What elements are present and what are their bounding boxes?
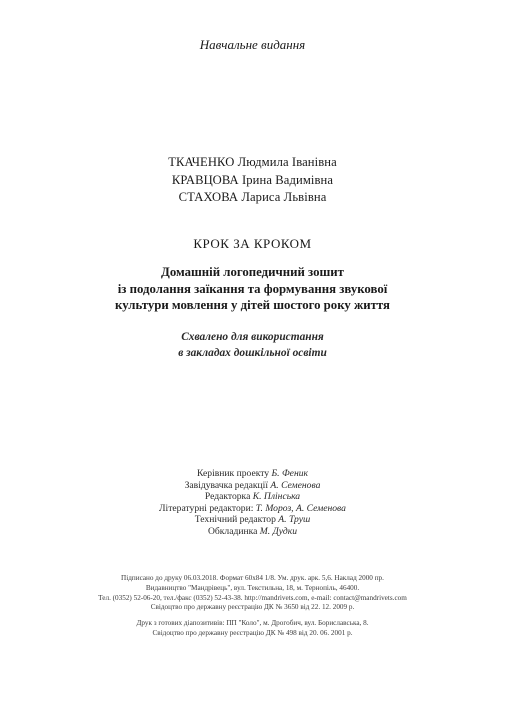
approval-note: [0, 330, 505, 361]
credit-line: [0, 468, 505, 480]
subtitle-line: із подолання заїкання та формування звукової: [117, 281, 388, 296]
imprint-line: Свідоцтво про державну реєстрацію ДК № 498 від 20. 06. 2001 р.: [152, 628, 353, 637]
approval-line: в закладах дошкільної освіти: [178, 346, 327, 359]
credit-line: [0, 503, 505, 515]
credit-name: К. Плінська: [252, 491, 301, 502]
credit-line: [0, 514, 505, 526]
imprint-line: Підписано до друку 06.03.2018. Формат 60х84 1/8. Ум. друк. арк. 5,6. Наклад 2000 пр.: [121, 574, 384, 582]
credit-line: [0, 491, 505, 503]
credit-name: Т. Мороз, А. Семенова: [255, 502, 346, 514]
imprint-info: [0, 574, 505, 639]
credit-role: Редакторка: [204, 491, 251, 502]
book-title-text: КРОК ЗА КРОКОМ: [193, 236, 312, 251]
book-title: [0, 236, 505, 252]
approval-line: Схвалено для використання: [181, 331, 324, 343]
author-line: КРАВЦОВА Ірина Вадимівна: [171, 172, 334, 187]
credits-list: [0, 468, 505, 537]
credit-name: М. Дудки: [259, 525, 298, 537]
credit-role: Літературні редактори:: [159, 502, 254, 514]
edition-text: Навчальне видання: [199, 37, 306, 52]
imprint-line: Тел. (0352) 52-06-20, тел./факс (0352) 52-43-38. http://mandrivets.com, e-mail: contact@mandrivets.com: [98, 593, 407, 602]
subtitle-line: культури мовлення у дітей шостого року життя: [115, 298, 390, 312]
credit-role: Керівник проекту: [196, 468, 270, 479]
imprint-line: Друк з готових діапозитивів: ПП "Коло", м. Дрогобич, вул. Бориславська, 8.: [136, 619, 369, 628]
book-subtitle: [0, 264, 505, 314]
credit-line: [0, 480, 505, 492]
credit-role: Технічний редактор: [194, 514, 276, 525]
credit-role: Завідувачка редакції: [184, 479, 268, 491]
author-line: ТКАЧЕНКО Людмила Іванівна: [168, 155, 337, 169]
author-line: СТАХОВА Лариса Львівна: [178, 190, 327, 204]
credit-name: Б. Феник: [271, 468, 308, 479]
credit-role: Обкладинка: [207, 525, 258, 537]
imprint-line: Свідоцтво про державну реєстрацію ДК № 3650 від 22. 12. 2009 р.: [150, 603, 355, 612]
credit-line: [0, 526, 505, 538]
authors-list: [0, 154, 505, 207]
credit-name: А. Семенова: [270, 479, 321, 491]
imprint-line: Видавництво "Мандрівець", вул. Текстильна, 18, м. Тернопіль, 46400.: [145, 583, 360, 592]
credit-name: А. Труш: [278, 514, 311, 525]
edition-label: [0, 37, 505, 53]
subtitle-line: Домашній логопедичний зошит: [161, 265, 344, 279]
